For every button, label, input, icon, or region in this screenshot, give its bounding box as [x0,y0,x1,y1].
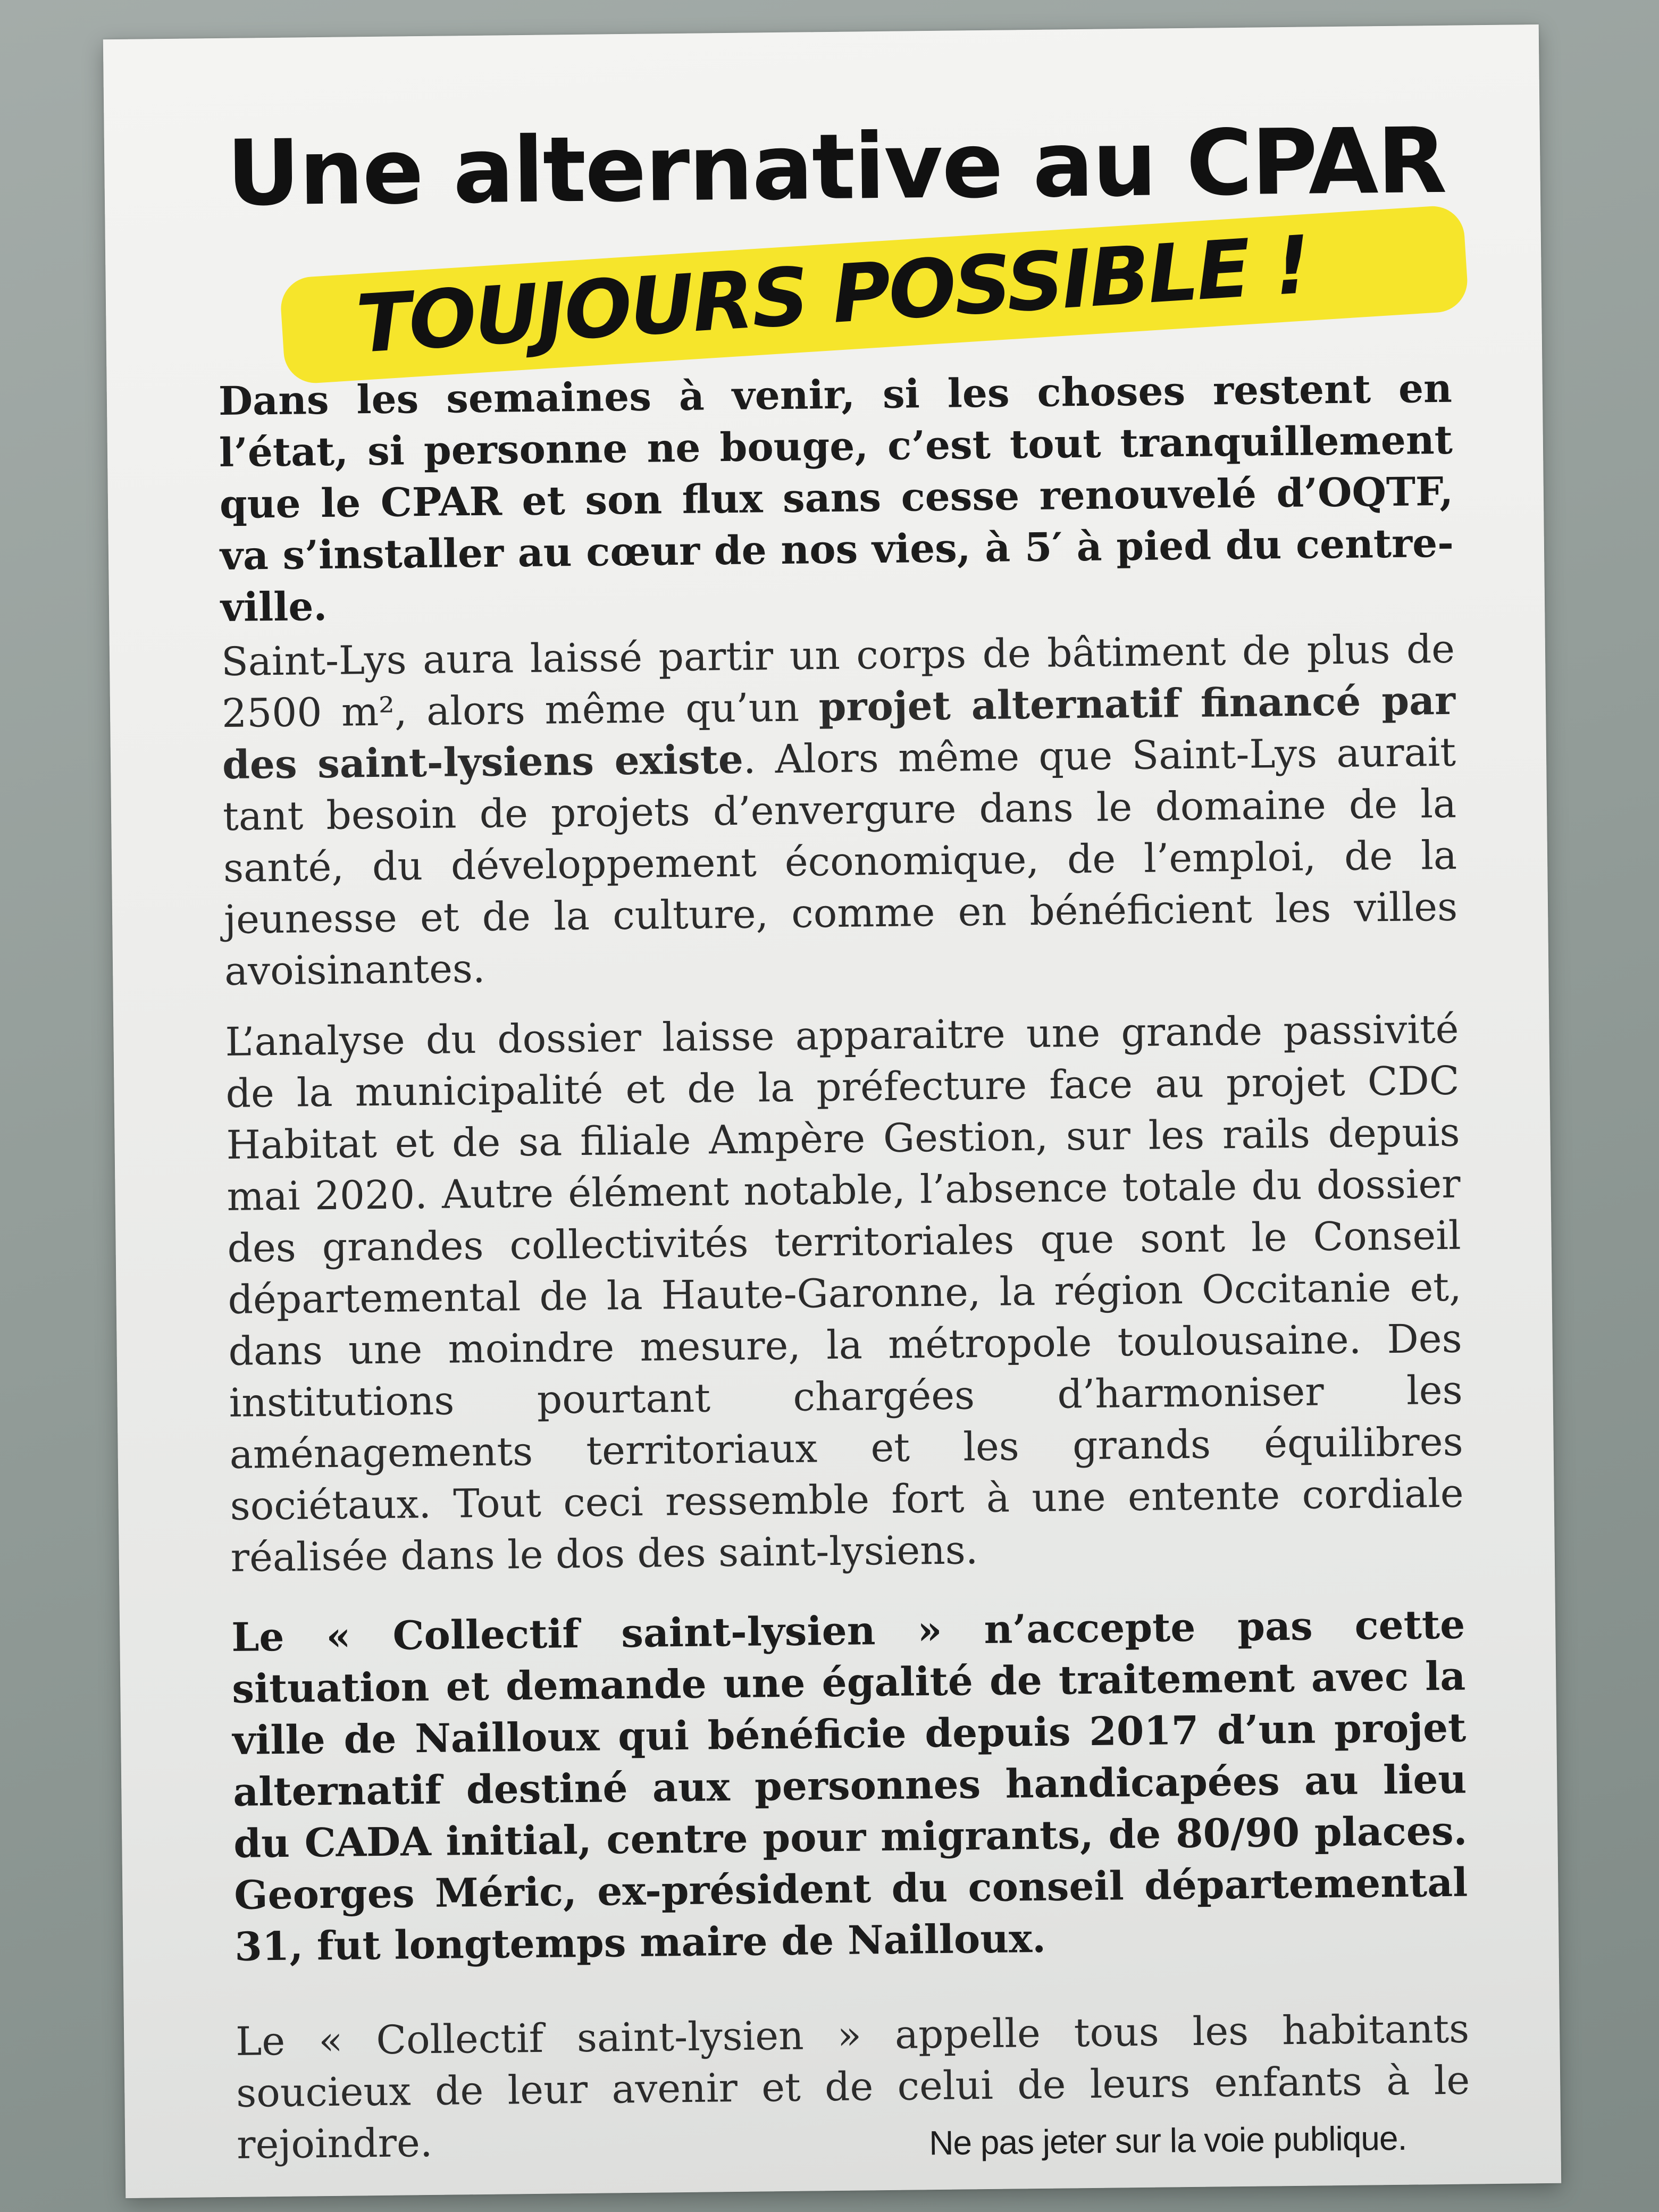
analysis-paragraph: L’analyse du dossier laisse apparaitre une grande passivité de la municipalité et de la préfecture face au projet CDC Habitat et de sa filiale Ampère Gestion, sur les rails depuis mai 2020. Autre élément notable, l’absence totale du dossier des grandes collectivités territoriales que sont le Conseil départemental de la Haute-Garonne, la région Occitanie et, dans une moindre mesure, la métropole toulousaine. Des institutions pourtant chargées d’harmoniser les aménagements territoriaux et les grands équilibres sociétaux. Tout ceci ressemble fort à une entente cordiale réalisée dans le dos des saint-lysiens. [225,1006,1464,1581]
building-paragraph-part2: . Alors même que Saint-Lys aurait tant besoin de projets d’envergure dans le domaine de la santé, du développement économique, de l’emploi, de la jeunesse et de la culture, comme en bénéficient les villes avoisinantes. [222,729,1458,994]
collective-demand-paragraph: Le « Collectif saint-lysien » n’accepte pas cette situation et demande une égalité de traitement avec la ville de Nailloux qui bénéficie depuis 2017 d’un projet alternatif destiné aux personnes handicapées au lieu du CADA initial, centre pour migrants, de 80/90 places. Georges Méric, ex-président du conseil départemental 31, fut longtemps maire de Nailloux. [231,1602,1468,1970]
alternative-project-emphasis: projet alternatif financé par des saint-lysiens existe [222,677,1456,788]
intro-paragraph: Dans les semaines à venir, si les choses restent en l’état, si personne ne bouge, c’est tout tranquillement que le CPAR et son flux sans cesse renouvelé d’OQTF, va s’installer au cœur de nos vies, à 5′ à pied du centre-ville. [218,365,1454,631]
building-paragraph-part1: Saint-Lys aura laissé partir un corps de bâtiment de plus de 2500 m², alors même qu’un [221,626,1455,736]
flyer-headline: Une alternative au CPAR [226,108,1447,227]
call-to-join-paragraph: Le « Collectif saint-lysien » appelle tous les habitants soucieux de leur avenir et de celui de leurs enfants à le rejoindre. [235,2006,1470,2168]
footer-notice: Ne pas jeter sur la voie publique. [928,2118,1407,2163]
flyer-sheet [103,24,1561,2198]
flyer-subheadline: TOUJOURS POSSIBLE ! [354,219,1312,372]
building-paragraph [221,624,1459,998]
subheadline-highlight [281,219,1468,372]
